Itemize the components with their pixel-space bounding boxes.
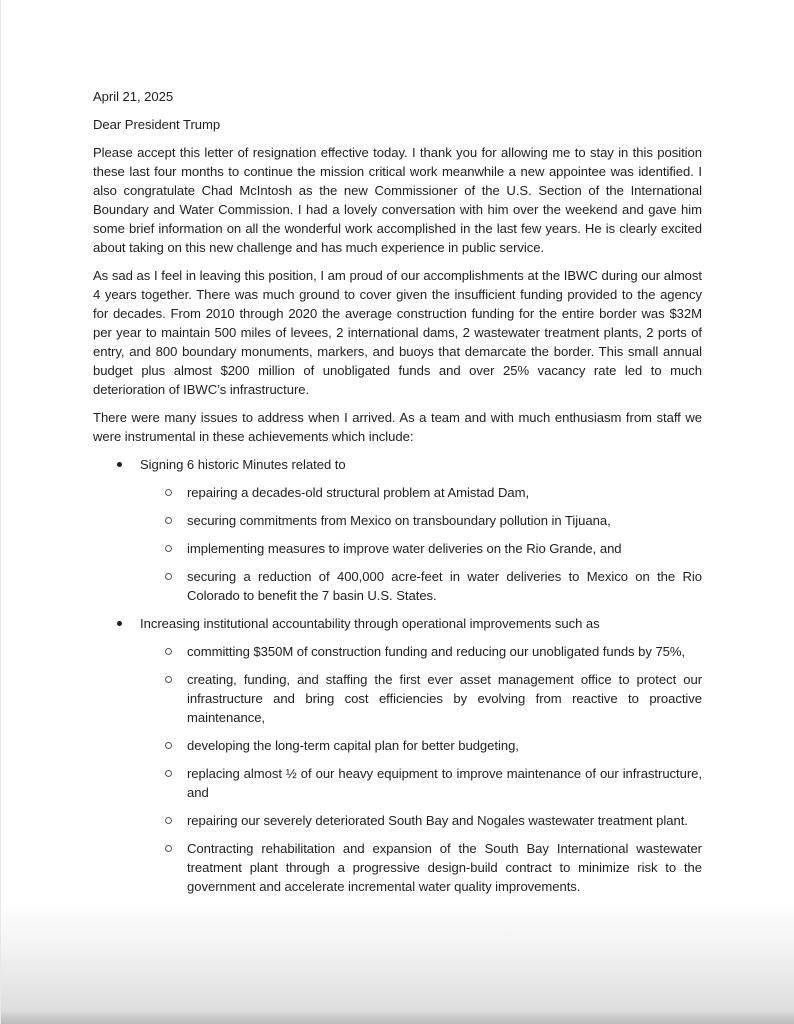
achievements-list — [93, 455, 702, 896]
sub-list-item — [140, 567, 702, 605]
sub-list-item — [140, 736, 702, 755]
hollow-bullet-icon — [165, 770, 172, 777]
hollow-bullet-icon — [165, 817, 172, 824]
sub-list-item — [140, 539, 702, 558]
sub-list — [140, 642, 702, 896]
hollow-bullet-icon — [165, 517, 172, 524]
list-item — [93, 455, 702, 605]
hollow-bullet-icon — [165, 742, 172, 749]
sub-list-item — [140, 839, 702, 896]
sub-list-item — [140, 483, 702, 502]
sub-list-item-text: securing a reduction of 400,000 acre-feet in water deliveries to Mexico on the Rio Colorado to benefit the 7 basin U.S. States. — [187, 569, 702, 603]
bullet-icon — [117, 621, 122, 626]
hollow-bullet-icon — [165, 545, 172, 552]
sub-list-item — [140, 642, 702, 661]
paragraph-resignation: Please accept this letter of resignation effective today. I thank you for allowing me to stay in this position these last four months to continue the mission critical work meanwhile a new appointee was identified. I also congratulate Chad McIntosh as the new Commissioner of the U.S. Section of the International Boundary and Water Commission. I had a lovely conversation with him over the weekend and gave him some brief information on all the wonderful work accomplished in the last few years. He is clearly excited about taking on this new challenge and has much experience in public service. — [93, 145, 702, 255]
hollow-bullet-icon — [165, 845, 172, 852]
sub-list-item-text: committing $350M of construction funding and reducing our unobligated funds by 75%, — [187, 644, 686, 659]
sub-list-item — [140, 764, 702, 802]
hollow-bullet-icon — [165, 648, 172, 655]
list-item-text: Signing 6 historic Minutes related to — [140, 457, 346, 472]
sub-list-item-text: creating, funding, and staffing the first ever asset management office to protect our infrastructure and bring cost efficiencies by evolving from reactive to proactive maintenance, — [187, 672, 702, 725]
sub-list-item-text: implementing measures to improve water deliveries on the Rio Grande, and — [187, 541, 622, 556]
salutation: Dear President Trump — [93, 117, 221, 132]
sub-list-item — [140, 811, 702, 830]
sub-list-item — [140, 670, 702, 727]
hollow-bullet-icon — [165, 573, 172, 580]
letter-date: April 21, 2025 — [93, 89, 174, 104]
sub-list-item-text: securing commitments from Mexico on transboundary pollution in Tijuana, — [187, 513, 611, 528]
list-item — [93, 614, 702, 896]
hollow-bullet-icon — [165, 676, 172, 683]
bullet-icon — [117, 462, 122, 467]
sub-list — [140, 483, 702, 605]
list-item-text: Increasing institutional accountability through operational improvements such as — [140, 616, 600, 631]
sub-list-item-text: repairing our severely deteriorated South Bay and Nogales wastewater treatment plant. — [187, 813, 688, 828]
paragraph-accomplishments: As sad as I feel in leaving this position, I am proud of our accomplishments at the IBWC during our almost 4 years together. There was much ground to cover given the insufficient funding provided to the agency for decades. From 2010 through 2020 the average construction funding for the entire border was $32M per year to maintain 500 miles of levees, 2 international dams, 2 wastewater treatment plants, 2 ports of entry, and 800 boundary monuments, markers, and buoys that demarcate the border. This small annual budget plus almost $200 million of unobligated funds and over 25% vacancy rate led to much deterioration of IBWC’s infrastructure. — [93, 268, 702, 397]
sub-list-item-text: repairing a decades-old structural problem at Amistad Dam, — [187, 485, 530, 500]
sub-list-item-text: Contracting rehabilitation and expansion of the South Bay International wastewater treatment plant through a progressive design-build contract to minimize risk to the government and accelerate incremental water quality improvements. — [187, 841, 702, 894]
sub-list-item — [140, 511, 702, 530]
sub-list-item-text: developing the long-term capital plan for better budgeting, — [187, 738, 519, 753]
sub-list-item-text: replacing almost ½ of our heavy equipment to improve maintenance of our infrastructure, and — [187, 766, 702, 800]
paragraph-achievements-intro: There were many issues to address when I arrived. As a team and with much enthusiasm from staff we were instrumental in these achievements which include: — [93, 410, 702, 444]
letter-body — [93, 87, 702, 905]
hollow-bullet-icon — [165, 489, 172, 496]
